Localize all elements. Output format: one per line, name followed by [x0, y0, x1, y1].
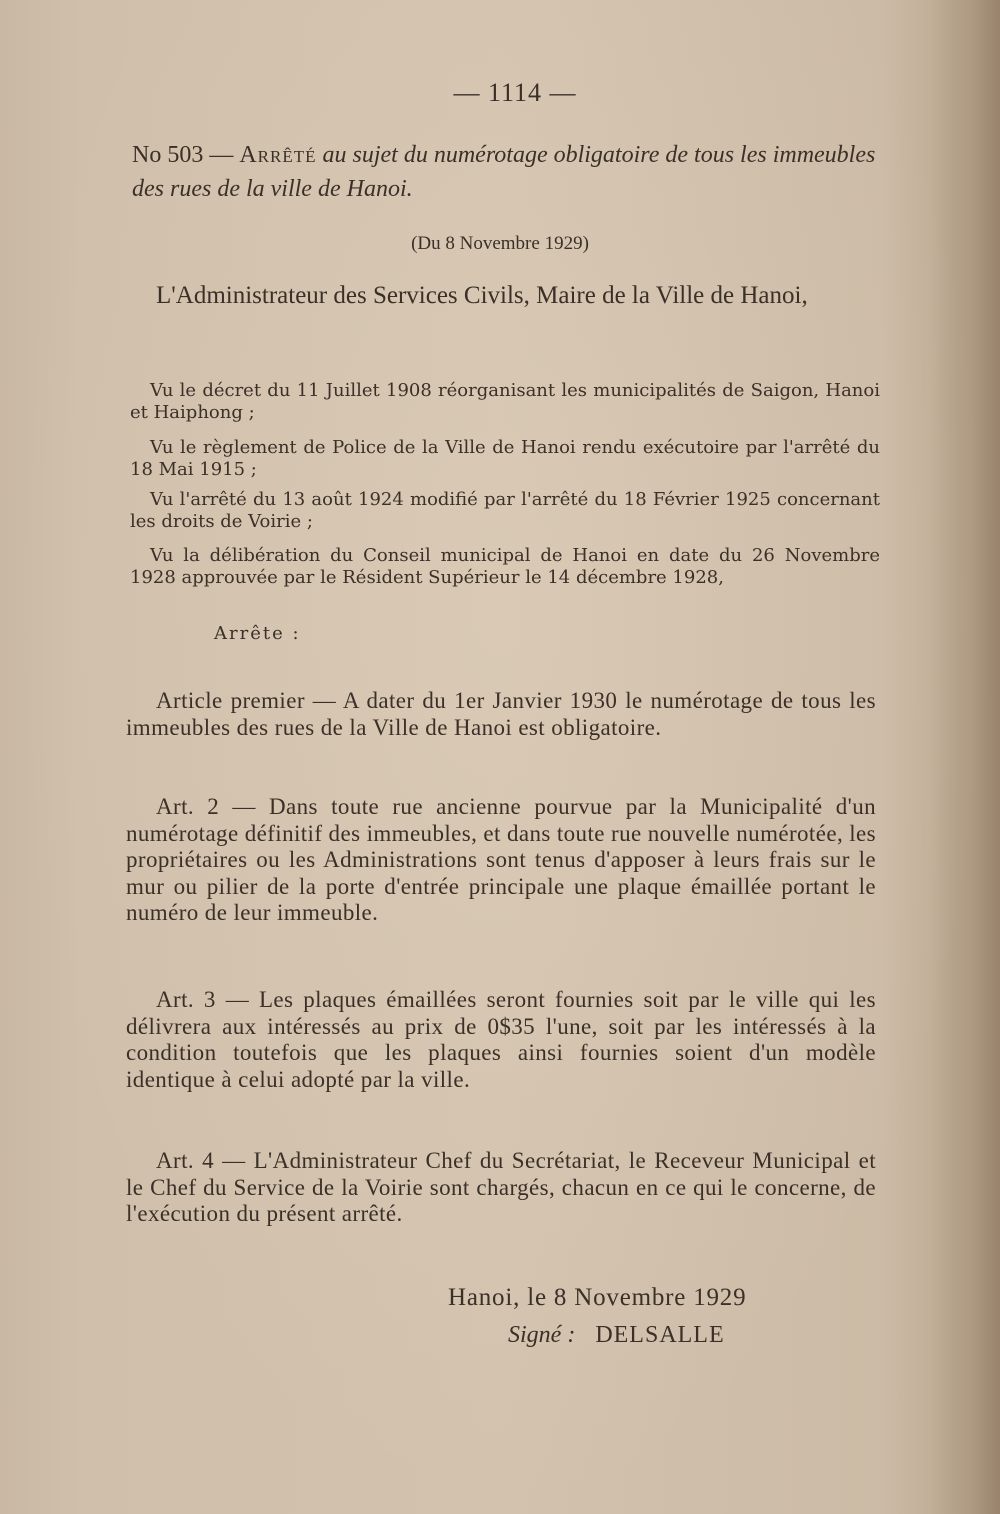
consideration-item: Vu le règlement de Police de la Ville de Hanoi rendu exécutoire par l'arrêté du 18 Mai 1915 ;: [130, 437, 880, 480]
article-1: Article premier — A dater du 1er Janvier 1930 le numérotage de tous les immeubles des rues de la Ville de Hanoi est obligatoire.: [126, 688, 876, 740]
decree-number: No 503 —: [132, 142, 234, 168]
arrete-heading: Arrête :: [214, 623, 301, 644]
consideration-item: Vu le décret du 11 Juillet 1908 réorganisant les municipalités de Saigon, Hanoi et Haiphong ;: [130, 380, 880, 423]
page-number: — 1114 —: [453, 78, 577, 107]
issuing-authority: L'Administrateur des Services Civils, Maire de la Ville de Hanoi,: [156, 282, 808, 309]
consideration-item: Vu l'arrêté du 13 août 1924 modifié par l'arrêté du 18 Février 1925 concernant les droits de Voirie ;: [130, 489, 880, 532]
article-4: Art. 4 — L'Administrateur Chef du Secrétariat, le Receveur Municipal et le Chef du Service de la Voirie sont chargés, chacun en ce qui le concerne, de l'exécution du présent arrêté.: [126, 1148, 876, 1226]
consideration-item: Vu la délibération du Conseil municipal de Hanoi en date du 26 Novembre 1928 approuvée par le Résident Supérieur le 14 décembre 1928,: [130, 545, 880, 588]
signatory-name: DELSALLE: [595, 1322, 725, 1348]
signed-label: Signé :: [508, 1322, 576, 1348]
article-2: Art. 2 — Dans toute rue ancienne pourvue par la Municipalité d'un numérotage définitif des immeubles, et dans toute rue nouvelle numérotée, les propriétaires ou les Administrations sont tenus d'apposer à leurs frais sur le mur ou pilier de la porte d'entrée principale une plaque émaillée portant le numéro de leur immeuble.: [126, 794, 876, 925]
decree-type: Arrêté: [239, 142, 317, 168]
signature-line: [508, 1322, 725, 1349]
decree-subject: au sujet du numérotage obligatoire de tous les immeubles des rues de la ville de Hanoi.: [132, 142, 876, 202]
decree-title: [132, 138, 884, 206]
page-edge-shadow: [930, 0, 1000, 1514]
decree-date: (Du 8 Novembre 1929): [411, 233, 589, 254]
article-3: Art. 3 — Les plaques émaillées seront fournies soit par le ville qui les délivrera aux intéressés au prix de 0$35 l'une, soit par les intéressés à la condition toutefois que les plaques ainsi fournies soient d'un modèle identique à celui adopté par la ville.: [126, 987, 876, 1092]
place-and-date: Hanoi, le 8 Novembre 1929: [448, 1284, 747, 1311]
